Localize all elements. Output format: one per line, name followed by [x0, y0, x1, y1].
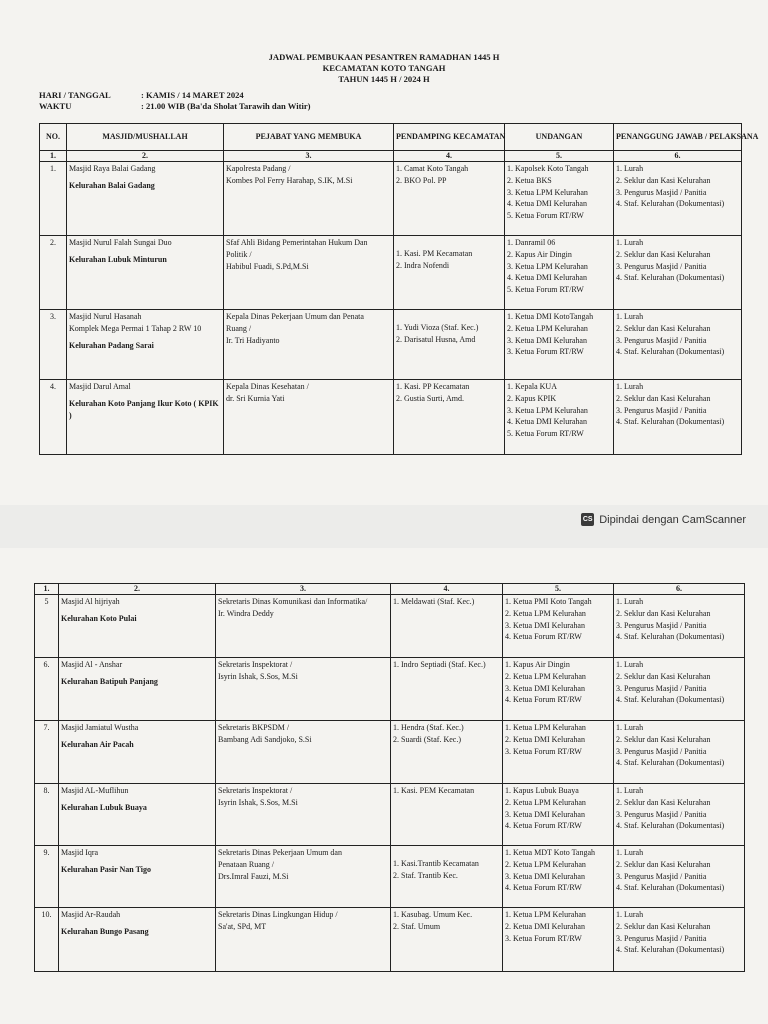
pejabat-cell	[224, 310, 394, 380]
penanggung-item: 3. Pengurus Masjid / Panitia	[616, 335, 707, 345]
pejabat-line: Kombes Pol Ferry Harahap, S.IK, M.Si	[226, 175, 353, 185]
col-number: 2.	[59, 584, 216, 595]
undangan-item: 2. Ketua LPM Kelurahan	[507, 323, 588, 333]
masjid-cell	[59, 721, 216, 784]
undangan-item: 2. Ketua LPM Kelurahan	[505, 608, 586, 618]
undangan-item: 3. Ketua DMI Kelurahan	[507, 335, 587, 345]
col-header-pendamping: PENDAMPING KECAMATAN	[394, 124, 505, 151]
penanggung-cell	[614, 784, 745, 846]
penanggung-cell	[614, 908, 745, 972]
penanggung-item: 4. Staf. Kelurahan (Dokumentasi)	[616, 945, 725, 955]
header-district: KECAMATAN KOTO TANGAH	[322, 63, 446, 73]
pejabat-line: Sfaf Ahli Bidang Pemerintahan Hukum Dan	[226, 238, 368, 247]
undangan-cell	[503, 846, 614, 908]
penanggung-item: 2. Seklur dan Kasi Kelurahan	[616, 608, 711, 618]
pendamping-cell	[391, 595, 503, 658]
penanggung-item: 2. Seklur dan Kasi Kelurahan	[616, 797, 711, 807]
undangan-cell	[503, 658, 614, 721]
col-header-masjid: MASJID/MUSHALLAH	[67, 124, 224, 151]
undangan-item: 4. Ketua Forum RT/RW	[505, 883, 582, 893]
scan-page-2	[0, 548, 768, 1024]
undangan-cell	[505, 236, 614, 310]
col-header-penanggung: PENANGGUNG JAWAB / PELAKSANA	[614, 124, 742, 151]
pendamping-line: 2. Staf. Umum	[393, 921, 441, 931]
pendamping-line: 1. Kasi. PEM Kecamatan	[393, 786, 475, 795]
masjid-name: Masjid Nurul Hasanah	[69, 312, 142, 321]
row-number: 1.	[40, 162, 67, 236]
row-number: 8.	[35, 784, 59, 846]
pendamping-line: 1. Kasi.Trantib Kecamatan	[393, 859, 479, 868]
penanggung-item: 3. Pengurus Masjid / Panitia	[616, 620, 707, 630]
pejabat-cell	[216, 784, 391, 846]
pejabat-line: Sa'at, SPd, MT	[218, 921, 267, 931]
undangan-cell	[503, 908, 614, 972]
pejabat-line: Drs.Imral Fauzi, M.Si	[218, 871, 289, 881]
pejabat-line: Sekretaris Inspektorat /	[218, 786, 293, 795]
pejabat-line: Politik /	[226, 249, 252, 259]
row-number: 6.	[35, 658, 59, 721]
camscanner-watermark	[581, 513, 746, 526]
time-value: : 21.00 WIB (Ba'da Sholat Tarawih dan Witir)	[141, 101, 311, 111]
pejabat-cell	[216, 846, 391, 908]
penanggung-item: 1. Lurah	[616, 910, 644, 919]
penanggung-item: 4. Staf. Kelurahan (Dokumentasi)	[616, 821, 725, 831]
col-number: 5.	[503, 584, 614, 595]
table-row	[35, 595, 745, 658]
pendamping-line: 1. Yudi Vioza (Staf. Kec.)	[396, 323, 479, 332]
penanggung-cell	[614, 236, 742, 310]
undangan-item: 5. Ketua Forum RT/RW	[507, 211, 584, 221]
undangan-item: 2. Ketua DMI Kelurahan	[505, 921, 585, 931]
header-title: JADWAL PEMBUKAAN PESANTREN RAMADHAN 1445 H	[268, 52, 500, 62]
penanggung-item: 2. Seklur dan Kasi Kelurahan	[616, 859, 711, 869]
row-number: 10.	[35, 908, 59, 972]
masjid-cell	[67, 380, 224, 455]
pendamping-cell	[394, 310, 505, 380]
pendamping-cell	[391, 721, 503, 784]
kelurahan-name: Kelurahan Balai Gadang	[69, 180, 155, 190]
undangan-cell	[503, 784, 614, 846]
table-row	[35, 908, 745, 972]
penanggung-item: 4. Staf. Kelurahan (Dokumentasi)	[616, 883, 725, 893]
penanggung-cell	[614, 658, 745, 721]
pejabat-line: dr. Sri Kurnia Yati	[226, 393, 285, 403]
pejabat-cell	[224, 162, 394, 236]
page-gap	[0, 505, 768, 548]
masjid-cell	[67, 310, 224, 380]
col-header-pejabat: PEJABAT YANG MEMBUKA	[224, 124, 394, 151]
pendamping-cell	[394, 236, 505, 310]
row-number: 5	[35, 595, 59, 658]
kelurahan-name: Kelurahan Pasir Nan Tigo	[61, 864, 152, 874]
penanggung-item: 3. Pengurus Masjid / Panitia	[616, 405, 707, 415]
undangan-cell	[503, 595, 614, 658]
table-row	[35, 846, 745, 908]
pejabat-cell	[224, 380, 394, 455]
undangan-item: 5. Ketua Forum RT/RW	[507, 429, 584, 439]
table-row	[35, 658, 745, 721]
pendamping-cell	[391, 846, 503, 908]
undangan-item: 2. Ketua LPM Kelurahan	[505, 859, 586, 869]
undangan-item: 1. Kapus Lubuk Buaya	[505, 786, 579, 795]
pejabat-line: Isyrin Ishak, S.Sos, M.Si	[218, 797, 298, 807]
pendamping-line: 1. Meldawati (Staf. Kec.)	[393, 597, 475, 606]
kelurahan-name: Kelurahan Koto Panjang Ikur Koto ( KPIK )	[69, 398, 219, 420]
kelurahan-name: Kelurahan Air Pacah	[61, 739, 134, 749]
penanggung-item: 1. Lurah	[616, 786, 644, 795]
col-number: 4.	[394, 151, 505, 162]
penanggung-item: 3. Pengurus Masjid / Panitia	[616, 187, 707, 197]
table-row	[40, 310, 742, 380]
undangan-cell	[505, 310, 614, 380]
penanggung-cell	[614, 721, 745, 784]
table-row	[35, 784, 745, 846]
table-row	[40, 162, 742, 236]
table-row	[40, 236, 742, 310]
penanggung-item: 3. Pengurus Masjid / Panitia	[616, 683, 707, 693]
pejabat-line: Ir. Tri Hadiyanto	[226, 335, 280, 345]
pejabat-cell	[216, 908, 391, 972]
penanggung-item: 3. Pengurus Masjid / Panitia	[616, 261, 707, 271]
pendamping-line: 1. Hendra (Staf. Kec.)	[393, 723, 464, 732]
col-number: 3.	[224, 151, 394, 162]
masjid-cell	[59, 595, 216, 658]
masjid-name: Masjid Iqra	[61, 848, 99, 857]
col-number: 5.	[505, 151, 614, 162]
scan-page-1	[0, 0, 768, 505]
penanggung-item: 1. Lurah	[616, 312, 644, 321]
pejabat-line: Kepala Dinas Kesehatan /	[226, 382, 309, 391]
undangan-item: 1. Ketua DMI KotoTangah	[507, 312, 594, 321]
pejabat-line: Isyrin Ishak, S.Sos, M.Si	[218, 671, 298, 681]
pendamping-line: 1. Camat Koto Tangah	[396, 164, 469, 173]
pejabat-line: Sekretaris Dinas Pekerjaan Umum dan	[218, 848, 342, 857]
col-number: 1.	[40, 151, 67, 162]
pendamping-line: 2. BKO Pol. PP	[396, 175, 447, 185]
penanggung-item: 1. Lurah	[616, 597, 644, 606]
penanggung-item: 3. Pengurus Masjid / Panitia	[616, 809, 707, 819]
penanggung-item: 4. Staf. Kelurahan (Dokumentasi)	[616, 632, 725, 642]
penanggung-item: 2. Seklur dan Kasi Kelurahan	[616, 393, 711, 403]
pejabat-line: Habibul Fuadi, S.Pd,M.Si	[226, 261, 309, 271]
day-label: HARI / TANGGAL	[39, 90, 111, 100]
pendamping-line: 1. Kasi. PP Kecamatan	[396, 382, 470, 391]
pejabat-line: Sekretaris Inspektorat /	[218, 660, 293, 669]
undangan-item: 3. Ketua DMI Kelurahan	[505, 871, 585, 881]
schedule-table-page-2	[34, 583, 745, 972]
pendamping-cell	[394, 162, 505, 236]
pejabat-line: Sekretaris Dinas Komunikasi dan Informatika/	[218, 597, 368, 606]
pendamping-line: 1. Indro Septiadi (Staf. Kec.)	[393, 660, 486, 669]
penanggung-item: 1. Lurah	[616, 164, 644, 173]
undangan-item: 2. Ketua LPM Kelurahan	[505, 671, 586, 681]
penanggung-item: 4. Staf. Kelurahan (Dokumentasi)	[616, 199, 725, 209]
col-number: 2.	[67, 151, 224, 162]
pendamping-cell	[391, 784, 503, 846]
penanggung-item: 2. Seklur dan Kasi Kelurahan	[616, 671, 711, 681]
penanggung-item: 1. Lurah	[616, 723, 644, 732]
camscanner-text: Dipindai dengan CamScanner	[599, 513, 746, 526]
penanggung-cell	[614, 595, 745, 658]
undangan-item: 2. Kapus Air Dingin	[507, 249, 572, 259]
penanggung-item: 1. Lurah	[616, 382, 644, 391]
pendamping-line: 2. Indra Nofendi	[396, 260, 450, 270]
undangan-item: 1. Kapolsek Koto Tangah	[507, 164, 589, 173]
masjid-cell	[67, 236, 224, 310]
col-number: 3.	[216, 584, 391, 595]
undangan-item: 1. Kepala KUA	[507, 382, 557, 391]
row-number: 7.	[35, 721, 59, 784]
pendamping-cell	[391, 908, 503, 972]
pejabat-line: Sekretaris BKPSDM /	[218, 723, 290, 732]
pendamping-line: 1. Kasubag. Umum Kec.	[393, 910, 473, 919]
undangan-cell	[505, 162, 614, 236]
schedule-table-page-1	[39, 123, 759, 455]
masjid-name: Masjid Nurul Falah Sungai Duo	[69, 238, 172, 247]
col-number: 1.	[35, 584, 59, 595]
undangan-item: 3. Ketua LPM Kelurahan	[507, 405, 588, 415]
kelurahan-name: Kelurahan Lubuk Minturun	[69, 254, 167, 264]
row-number: 2.	[40, 236, 67, 310]
pejabat-line: Kepala Dinas Pekerjaan Umum dan Penata	[226, 312, 364, 321]
undangan-item: 3. Ketua Forum RT/RW	[507, 347, 584, 357]
undangan-item: 4. Ketua DMI Kelurahan	[507, 273, 587, 283]
pejabat-line: Penataan Ruang /	[218, 859, 274, 869]
column-number-row	[35, 584, 745, 595]
masjid-name: Masjid Jamiatul Wustha	[61, 723, 139, 732]
camscanner-icon: CS	[581, 513, 594, 526]
kelurahan-name: Kelurahan Padang Sarai	[69, 340, 154, 350]
penanggung-item: 4. Staf. Kelurahan (Dokumentasi)	[616, 695, 725, 705]
pendamping-line: 2. Staf. Trantib Kec.	[393, 870, 458, 880]
penanggung-item: 2. Seklur dan Kasi Kelurahan	[616, 323, 711, 333]
pejabat-cell	[216, 721, 391, 784]
masjid-name: Masjid Darul Amal	[69, 382, 131, 391]
header-year: TAHUN 1445 H / 2024 H	[338, 74, 430, 84]
undangan-item: 3. Ketua DMI Kelurahan	[505, 683, 585, 693]
penanggung-item: 3. Pengurus Masjid / Panitia	[616, 746, 707, 756]
undangan-item: 3. Ketua LPM Kelurahan	[507, 187, 588, 197]
kelurahan-name: Kelurahan Koto Pulai	[61, 613, 137, 623]
pejabat-line: Kapolresta Padang /	[226, 164, 291, 173]
row-number: 3.	[40, 310, 67, 380]
kelurahan-name: Kelurahan Bungo Pasang	[61, 926, 149, 936]
undangan-item: 1. Ketua PMI Koto Tangah	[505, 597, 592, 606]
masjid-name: Masjid Al - Anshar	[61, 660, 123, 669]
undangan-item: 2. Kapus KPIK	[507, 393, 557, 403]
undangan-item: 1. Ketua MDT Koto Tangah	[505, 848, 596, 857]
penanggung-item: 4. Staf. Kelurahan (Dokumentasi)	[616, 273, 725, 283]
row-number: 4.	[40, 380, 67, 455]
table-row	[35, 721, 745, 784]
kelurahan-name: Kelurahan Batipuh Panjang	[61, 676, 158, 686]
masjid-cell	[59, 908, 216, 972]
penanggung-item: 4. Staf. Kelurahan (Dokumentasi)	[616, 417, 725, 427]
undangan-item: 5. Ketua Forum RT/RW	[507, 285, 584, 295]
masjid-name: Masjid Raya Balai Gadang	[69, 164, 156, 173]
penanggung-item: 4. Staf. Kelurahan (Dokumentasi)	[616, 347, 725, 357]
undangan-item: 1. Kapus Air Dingin	[505, 660, 570, 669]
col-number: 4.	[391, 584, 503, 595]
masjid-name: Masjid AL-Muflihun	[61, 786, 129, 795]
col-number: 6.	[614, 584, 745, 595]
day-value: : KAMIS / 14 MARET 2024	[141, 90, 244, 100]
pejabat-line: Bambang Adi Sandjoko, S.Si	[218, 734, 312, 744]
masjid-cell	[67, 162, 224, 236]
time-label: WAKTU	[39, 101, 72, 111]
undangan-item: 1. Ketua LPM Kelurahan	[505, 723, 586, 732]
penanggung-cell	[614, 846, 745, 908]
undangan-item: 2. Ketua DMI Kelurahan	[505, 734, 585, 744]
pejabat-cell	[216, 658, 391, 721]
undangan-item: 3. Ketua LPM Kelurahan	[507, 261, 588, 271]
undangan-item: 2. Ketua BKS	[507, 175, 552, 185]
masjid-name: Masjid Al hijriyah	[61, 597, 120, 606]
masjid-cell	[59, 784, 216, 846]
masjid-name: Masjid Ar-Raudah	[61, 910, 121, 919]
pejabat-cell	[224, 236, 394, 310]
pejabat-line: Ir. Windra Deddy	[218, 608, 274, 618]
col-header-undangan: UNDANGAN	[505, 124, 614, 151]
undangan-item: 2. Ketua LPM Kelurahan	[505, 797, 586, 807]
penanggung-item: 1. Lurah	[616, 238, 644, 247]
undangan-item: 1. Ketua LPM Kelurahan	[505, 910, 586, 919]
penanggung-cell	[614, 310, 742, 380]
pejabat-line: Ruang /	[226, 323, 252, 333]
undangan-item: 4. Ketua Forum RT/RW	[505, 821, 582, 831]
pendamping-line: 2. Gustia Surti, Amd.	[396, 393, 465, 403]
undangan-item: 1. Danramil 06	[507, 238, 556, 247]
penanggung-item: 1. Lurah	[616, 848, 644, 857]
kelurahan-name: Kelurahan Lubuk Buaya	[61, 802, 147, 812]
undangan-item: 3. Ketua Forum RT/RW	[505, 933, 582, 943]
pendamping-line: 2. Suardi (Staf. Kec.)	[393, 734, 461, 744]
undangan-item: 3. Ketua Forum RT/RW	[505, 746, 582, 756]
penanggung-item: 3. Pengurus Masjid / Panitia	[616, 871, 707, 881]
table-row	[40, 380, 742, 455]
undangan-item: 4. Ketua DMI Kelurahan	[507, 417, 587, 427]
penanggung-item: 2. Seklur dan Kasi Kelurahan	[616, 249, 711, 259]
column-number-row	[40, 151, 742, 162]
undangan-item: 3. Ketua DMI Kelurahan	[505, 809, 585, 819]
masjid-cell	[59, 658, 216, 721]
row-number: 9.	[35, 846, 59, 908]
penanggung-item: 4. Staf. Kelurahan (Dokumentasi)	[616, 758, 725, 768]
schedule-meta	[39, 90, 311, 112]
pendamping-line: 2. Darisatul Husna, Amd	[396, 334, 476, 344]
col-header-no: NO.	[40, 124, 67, 151]
undangan-item: 4. Ketua Forum RT/RW	[505, 632, 582, 642]
undangan-item: 3. Ketua DMI Kelurahan	[505, 620, 585, 630]
pendamping-cell	[391, 658, 503, 721]
penanggung-cell	[614, 380, 742, 455]
undangan-cell	[505, 380, 614, 455]
penanggung-cell	[614, 162, 742, 236]
pejabat-cell	[216, 595, 391, 658]
penanggung-item: 2. Seklur dan Kasi Kelurahan	[616, 921, 711, 931]
penanggung-item: 3. Pengurus Masjid / Panitia	[616, 933, 707, 943]
undangan-cell	[503, 721, 614, 784]
masjid-name: Komplek Mega Permai 1 Tahap 2 RW 10	[69, 323, 202, 333]
pendamping-cell	[394, 380, 505, 455]
document-header	[0, 52, 768, 85]
undangan-item: 4. Ketua DMI Kelurahan	[507, 199, 587, 209]
masjid-cell	[59, 846, 216, 908]
penanggung-item: 2. Seklur dan Kasi Kelurahan	[616, 175, 711, 185]
penanggung-item: 2. Seklur dan Kasi Kelurahan	[616, 734, 711, 744]
col-number: 6.	[614, 151, 742, 162]
pendamping-line: 1. Kasi. PM Kecamatan	[396, 249, 473, 258]
penanggung-item: 1. Lurah	[616, 660, 644, 669]
pejabat-line: Sekretaris Dinas Lingkungan Hidup /	[218, 910, 338, 919]
undangan-item: 4. Ketua Forum RT/RW	[505, 695, 582, 705]
